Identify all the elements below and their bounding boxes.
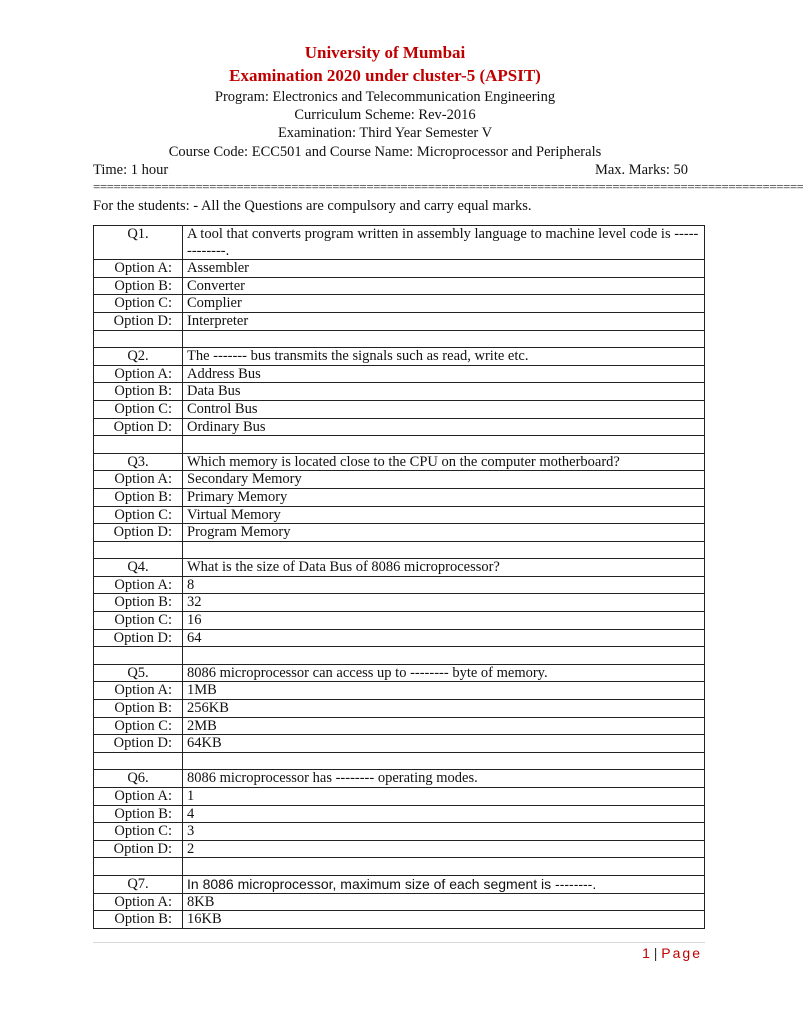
option-label: Option A:	[94, 788, 183, 806]
option-label: Option B:	[94, 594, 183, 612]
question-number: Q7.	[94, 875, 183, 893]
question-row	[94, 226, 705, 260]
question-number: Q2.	[94, 348, 183, 366]
option-label: Option B:	[94, 700, 183, 718]
scheme-line: Curriculum Scheme: Rev-2016	[294, 107, 476, 123]
option-label: Option D:	[94, 524, 183, 542]
option-text: Data Bus	[183, 383, 705, 401]
option-label: Option C:	[94, 717, 183, 735]
option-label: Option A:	[94, 471, 183, 489]
spacer-row	[94, 541, 705, 559]
option-label: Option D:	[94, 629, 183, 647]
option-text: 1	[183, 788, 705, 806]
option-row	[94, 295, 705, 313]
question-text: Which memory is located close to the CPU on the computer motherboard?	[183, 453, 705, 471]
spacer-row	[94, 752, 705, 770]
header-separator: ========================================================================================================	[93, 179, 803, 194]
spacer-row	[94, 330, 705, 348]
spacer-cell	[94, 858, 183, 876]
option-label: Option D:	[94, 735, 183, 753]
question-text: What is the size of Data Bus of 8086 microprocessor?	[183, 559, 705, 577]
question-number: Q3.	[94, 453, 183, 471]
question-row	[94, 348, 705, 366]
option-row	[94, 524, 705, 542]
option-row	[94, 418, 705, 436]
option-text: 8KB	[183, 893, 705, 911]
option-label: Option C:	[94, 295, 183, 313]
option-row	[94, 576, 705, 594]
spacer-row	[94, 436, 705, 454]
option-text: Interpreter	[183, 312, 705, 330]
option-label: Option B:	[94, 911, 183, 929]
page-word: Page	[661, 945, 702, 961]
option-text: 64KB	[183, 735, 705, 753]
instructions: For the students: - All the Questions are compulsory and carry equal marks.	[93, 198, 532, 214]
option-text: 32	[183, 594, 705, 612]
spacer-row	[94, 858, 705, 876]
question-row	[94, 664, 705, 682]
option-row	[94, 911, 705, 929]
option-row	[94, 700, 705, 718]
spacer-cell	[183, 541, 705, 559]
option-text: Program Memory	[183, 524, 705, 542]
program-line: Program: Electronics and Telecommunication Engineering	[214, 89, 556, 105]
option-text: 64	[183, 629, 705, 647]
option-text: Ordinary Bus	[183, 418, 705, 436]
spacer-cell	[183, 858, 705, 876]
option-label: Option B:	[94, 805, 183, 823]
option-label: Option C:	[94, 506, 183, 524]
option-text: Address Bus	[183, 365, 705, 383]
option-text: 2MB	[183, 717, 705, 735]
option-label: Option C:	[94, 823, 183, 841]
option-row	[94, 383, 705, 401]
option-label: Option B:	[94, 488, 183, 506]
page-number: 1	[642, 945, 650, 961]
option-label: Option D:	[94, 840, 183, 858]
spacer-cell	[183, 752, 705, 770]
option-row	[94, 840, 705, 858]
question-text: In 8086 microprocessor, maximum size of each segment is --------.	[183, 875, 705, 893]
question-number: Q6.	[94, 770, 183, 788]
option-label: Option A:	[94, 365, 183, 383]
question-text: The ------- bus transmits the signals such as read, write etc.	[183, 348, 705, 366]
question-row	[94, 559, 705, 577]
option-text: 3	[183, 823, 705, 841]
spacer-cell	[94, 436, 183, 454]
spacer-cell	[94, 330, 183, 348]
option-row	[94, 735, 705, 753]
option-row	[94, 682, 705, 700]
question-text: A tool that converts program written in assembly language to machine level code is -------------.	[183, 226, 705, 260]
option-row	[94, 400, 705, 418]
option-row	[94, 788, 705, 806]
spacer-cell	[183, 436, 705, 454]
option-text: Secondary Memory	[183, 471, 705, 489]
option-text: 8	[183, 576, 705, 594]
option-row	[94, 594, 705, 612]
option-row	[94, 629, 705, 647]
option-row	[94, 612, 705, 630]
option-text: 16	[183, 612, 705, 630]
option-text: Primary Memory	[183, 488, 705, 506]
examination-line: Examination: Third Year Semester V	[277, 125, 493, 141]
spacer-row	[94, 647, 705, 665]
page-footer	[642, 945, 702, 961]
option-text: Converter	[183, 277, 705, 295]
option-text: 4	[183, 805, 705, 823]
question-text: 8086 microprocessor can access up to -------- byte of memory.	[183, 664, 705, 682]
spacer-cell	[94, 752, 183, 770]
question-row	[94, 453, 705, 471]
university-title: University of Mumbai	[304, 43, 466, 62]
option-row	[94, 893, 705, 911]
spacer-cell	[94, 647, 183, 665]
option-text: 16KB	[183, 911, 705, 929]
footer-pipe: |	[653, 945, 658, 961]
question-text: 8086 microprocessor has -------- operating modes.	[183, 770, 705, 788]
option-row	[94, 277, 705, 295]
question-number: Q1.	[94, 226, 183, 260]
option-row	[94, 260, 705, 278]
option-label: Option D:	[94, 312, 183, 330]
option-label: Option D:	[94, 418, 183, 436]
question-row	[94, 875, 705, 893]
option-label: Option A:	[94, 260, 183, 278]
questions-table	[93, 225, 705, 929]
option-label: Option A:	[94, 576, 183, 594]
option-row	[94, 805, 705, 823]
option-label: Option B:	[94, 383, 183, 401]
exam-title: Examination 2020 under cluster-5 (APSIT)	[229, 66, 541, 85]
spacer-cell	[183, 647, 705, 665]
option-label: Option B:	[94, 277, 183, 295]
option-text: 2	[183, 840, 705, 858]
question-row	[94, 770, 705, 788]
option-row	[94, 312, 705, 330]
option-text: 1MB	[183, 682, 705, 700]
option-label: Option A:	[94, 682, 183, 700]
option-text: Complier	[183, 295, 705, 313]
option-text: Control Bus	[183, 400, 705, 418]
option-row	[94, 506, 705, 524]
option-label: Option C:	[94, 612, 183, 630]
option-row	[94, 488, 705, 506]
option-text: Assembler	[183, 260, 705, 278]
option-text: 256KB	[183, 700, 705, 718]
option-label: Option C:	[94, 400, 183, 418]
time-label: Time: 1 hour	[93, 162, 169, 178]
option-row	[94, 717, 705, 735]
option-row	[94, 471, 705, 489]
option-text: Virtual Memory	[183, 506, 705, 524]
footer-divider	[93, 942, 705, 943]
question-number: Q5.	[94, 664, 183, 682]
question-number: Q4.	[94, 559, 183, 577]
spacer-cell	[183, 330, 705, 348]
course-line: Course Code: ECC501 and Course Name: Microprocessor and Peripherals	[168, 144, 602, 160]
option-row	[94, 365, 705, 383]
spacer-cell	[94, 541, 183, 559]
option-row	[94, 823, 705, 841]
max-marks-label: Max. Marks: 50	[594, 162, 688, 178]
option-label: Option A:	[94, 893, 183, 911]
